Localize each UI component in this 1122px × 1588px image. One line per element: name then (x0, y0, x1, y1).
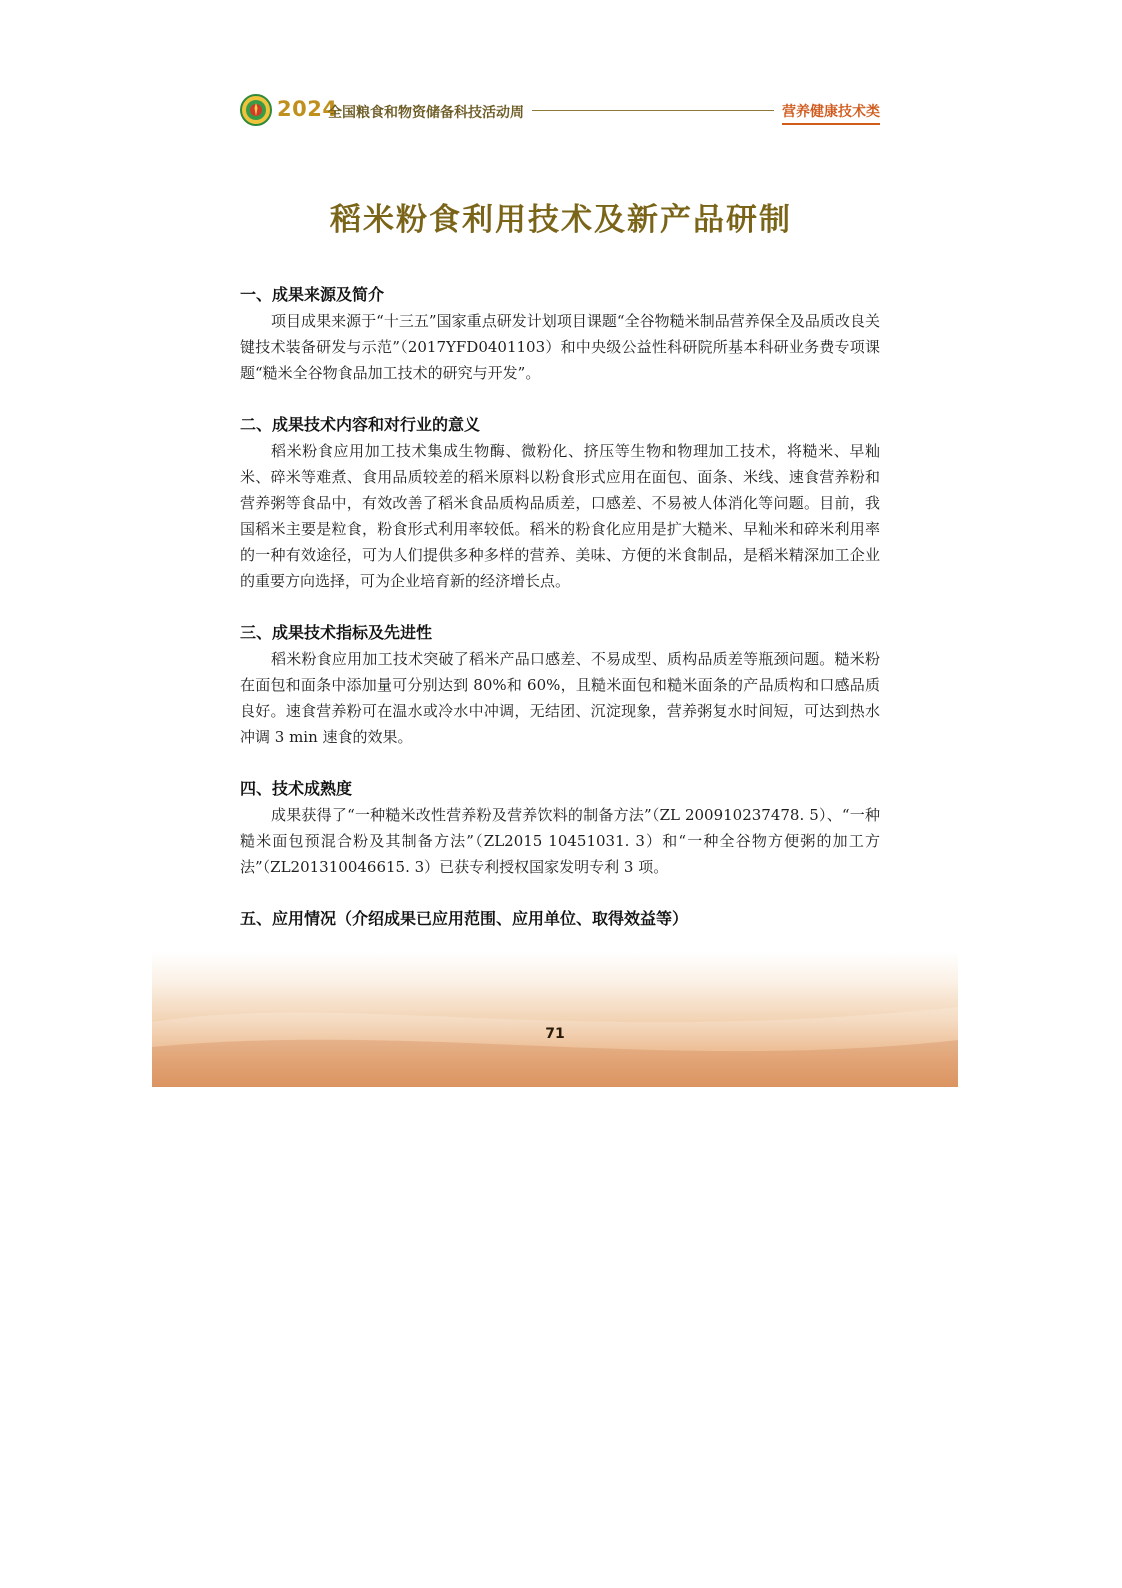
section-paragraph: 项目成果来源于“十三五”国家重点研发计划项目课题“全谷物糙米制品营养保全及品质改良关键技术装备研发与示范”（2017YFD0401103）和中央级公益性科研院所基本科研业务费专项课题“糙米全谷物食品加工技术的研究与开发”。 (240, 312, 880, 382)
document-title: 稻米粉食利用技术及新产品研制 (330, 202, 792, 238)
header-category: 营养健康技术类 (782, 104, 880, 120)
section-heading: 四、技术成熟度 (240, 779, 353, 798)
page-number: 71 (545, 1026, 565, 1042)
header-year: 2024 (277, 97, 338, 121)
section-content-significance (240, 412, 880, 594)
section-heading: 一、成果来源及简介 (240, 285, 385, 304)
section-heading: 五、应用情况（介绍成果已应用范围、应用单位、取得效益等） (240, 909, 689, 928)
document-body (240, 282, 880, 958)
header-event-title: 全国粮食和物资储备科技活动周 (328, 105, 524, 121)
header-category-underline (782, 123, 880, 125)
section-paragraph: 成果获得了“一种糙米改性营养粉及营养饮料的制备方法”（ZL 200910237478. 5）、“一种糙米面包预混合粉及其制备方法”（ZL2015 10451031. 3）和“一种全谷物方便粥的加工方法”（ZL201310046615. 3）已获专利授权国家发明专利 3 项。 (240, 806, 880, 876)
page-footer (152, 952, 958, 1087)
section-source (240, 282, 880, 386)
footer-wave-decoration (152, 952, 958, 1087)
emblem-icon (240, 94, 272, 126)
section-maturity (240, 776, 880, 880)
header-rule (532, 110, 774, 111)
section-paragraph: 稻米粉食应用加工技术集成生物酶、微粉化、挤压等生物和物理加工技术，将糙米、早籼米、碎米等难煮、食用品质较差的稻米原料以粉食形式应用在面包、面条、米线、速食营养粉和营养粥等食品中，有效改善了稻米食品质构品质差，口感差、不易被人体消化等问题。目前，我国稻米主要是粒食，粉食形式利用率较低。稻米的粉食化应用是扩大糙米、早籼米和碎米利用率的一种有效途径，可为人们提供多种多样的营养、美味、方便的米食制品，是稻米精深加工企业的重要方向选择，可为企业培育新的经济增长点。 (240, 442, 880, 590)
section-heading: 二、成果技术内容和对行业的意义 (240, 415, 481, 434)
section-heading: 三、成果技术指标及先进性 (240, 623, 433, 642)
page-header (240, 94, 880, 126)
section-application (240, 906, 880, 932)
section-indicators (240, 620, 880, 750)
section-paragraph: 稻米粉食应用加工技术突破了稻米产品口感差、不易成型、质构品质差等瓶颈问题。糙米粉在面包和面条中添加量可分别达到 80%和 60%，且糙米面包和糙米面条的产品质构和口感品质良好。速食营养粉可在温水或冷水中冲调，无结团、沉淀现象，营养粥复水时间短，可达到热水冲调 3 min 速食的效果。 (240, 650, 880, 746)
